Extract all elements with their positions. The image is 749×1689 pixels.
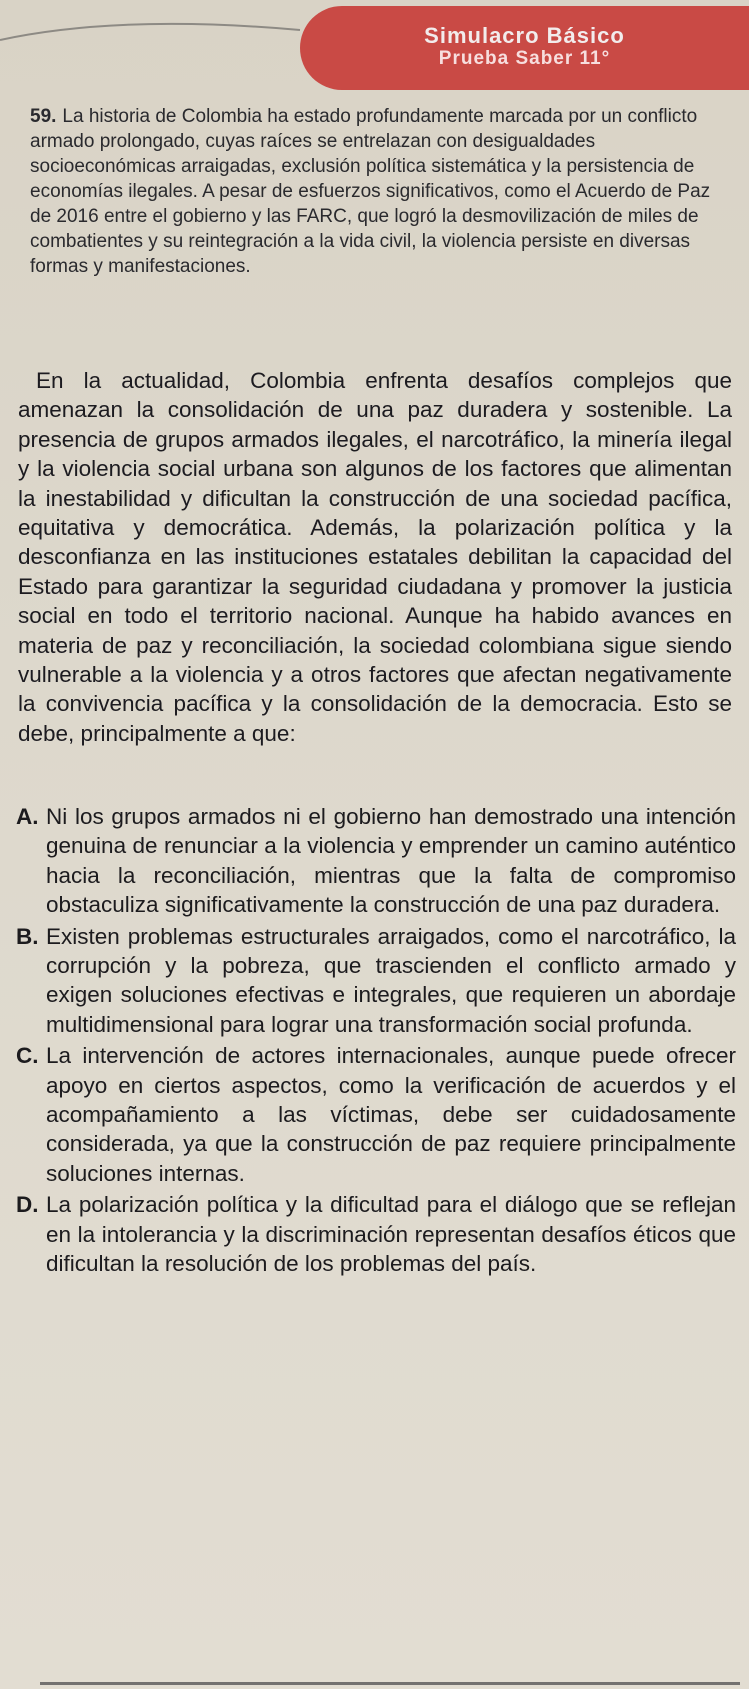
option-letter: A. [16,804,39,829]
option-text: Ni los grupos armados ni el gobierno han demostrado una intención genuina de renunciar a la violencia y emprender un camino auténtico hacia la reconciliación, mientras que la falta de compromiso obstaculiza significativamente la construcción de una paz duradera. [46,804,736,918]
option-letter: C. [16,1043,39,1069]
footer-divider [40,1682,740,1685]
header-subtitle: Prueba Saber 11° [438,48,611,69]
option-text: Existen problemas estructurales arraigados, como el narcotráfico, la corrupción y la pobreza, que trascienden el conflicto armado y exigen soluciones efectivas e integrales, que requieren un abordaje multidimensional para lograr una transformación social profunda. [46,923,736,1037]
question-number: 59. [30,106,57,127]
option-a[interactable] [16,802,736,920]
question-intro-text: La historia de Colombia ha estado profundamente marcada por un conflicto armado prolongado, cuyas raíces se entrelazan con desigualdades socioeconómicas arraigadas, exclusión política sistemática y la persistencia de economías ilegales. A pesar de esfuerzos significativos, como el Acuerdo de Paz de 2016 entre el gobierno y las FARC, que logró la desmovilización de miles de combatientes y su reintegración a la vida civil, la violencia persiste en diversas formas y manifestaciones. [30,106,711,277]
option-b[interactable] [16,922,736,1040]
option-text: La intervención de actores internacionales, aunque puede ofrecer apoyo en ciertos aspectos, como la verificación de acuerdos y el acompañamiento a las víctimas, debe ser cuidadosamente considerada, ya que la construcción de paz requiere principalmente soluciones internas. [46,1043,736,1186]
option-letter: D. [16,1192,39,1218]
header-title: Simulacro Básico [424,23,625,48]
option-letter: B. [16,923,39,949]
option-d[interactable] [16,1190,736,1278]
question-intro [30,104,720,279]
option-text: La polarización política y la dificultad para el diálogo que se reflejan en la intolerancia y la discriminación representan desafíos éticos que dificultan la resolución de los problemas del país. [46,1192,736,1277]
answer-options [16,802,736,1281]
question-body: En la actualidad, Colombia enfrenta desafíos complejos que amenazan la consolidación de una paz duradera y sostenible. La presencia de grupos armados ilegales, el narcotráfico, la minería ilegal y la violencia social urbana son algunos de los factores que alimentan la inestabilidad y dificultan la construcción de una sociedad pacífica, equitativa y democrática. Además, la polarización política y la desconfianza en las instituciones estatales debilitan la capacidad del Estado para garantizar la seguridad ciudadana y promover la justicia social en todo el territorio nacional. Aunque ha habido avances en materia de paz y reconciliación, la sociedad colombiana sigue siendo vulnerable a la violencia y a otros factores que afectan negativamente la convivencia pacífica y la consolidación de la democracia. Esto se debe, principalmente a que: [18,368,732,746]
header-badge [300,6,749,90]
option-c[interactable] [16,1041,736,1188]
